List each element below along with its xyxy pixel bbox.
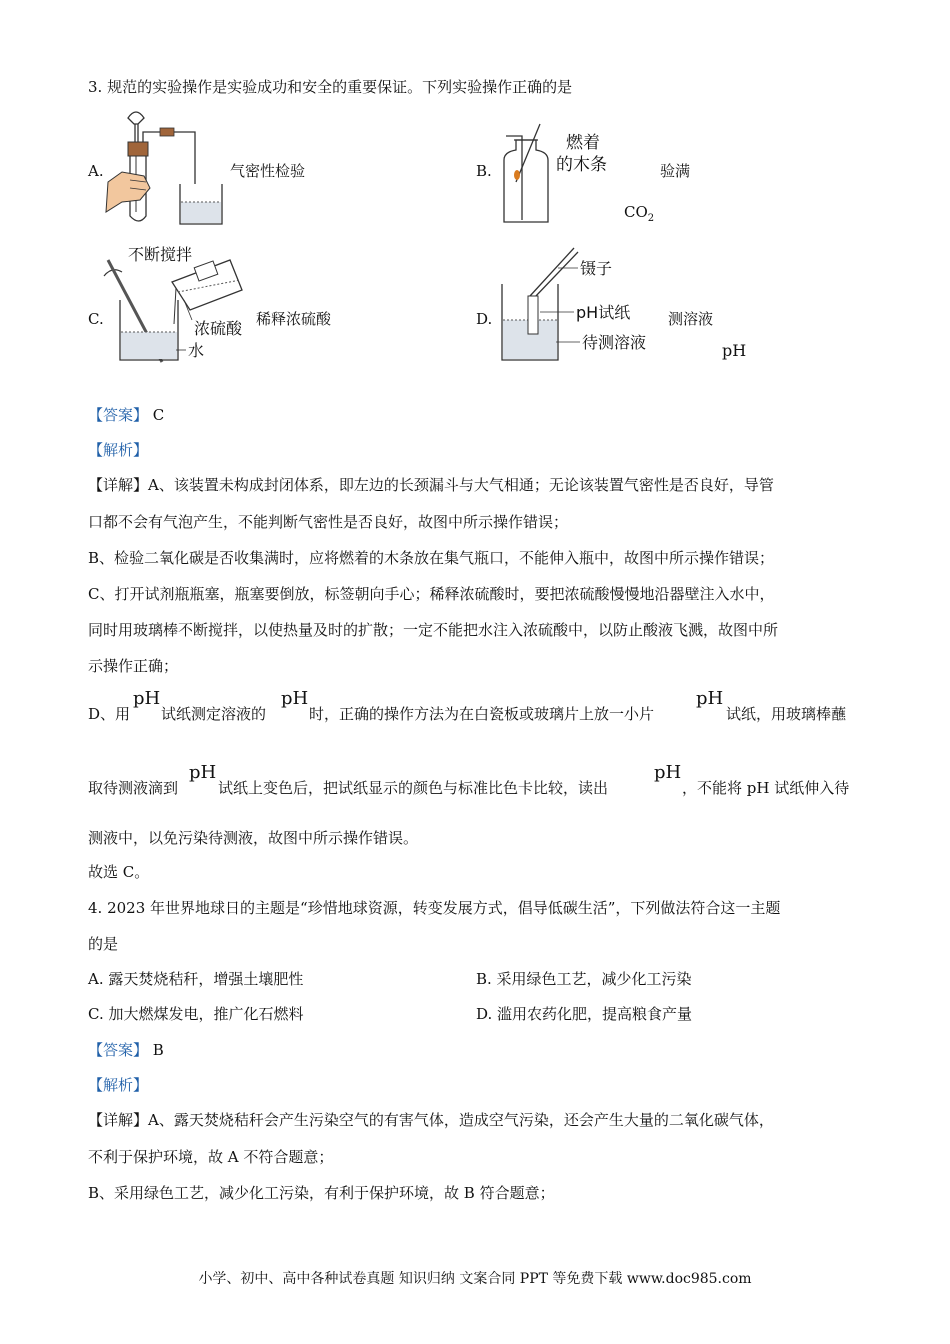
q3-detail-d-1a: D、用	[88, 705, 131, 723]
q4-option-d: D. 滥用农药化肥，提高粮食产量	[476, 1005, 693, 1023]
q3-detail-c-line2: 同时用玻璃棒不断搅拌，以使热量及时的扩散；一定不能把水注入浓硫酸中，以防止酸液飞溅，故图中所	[88, 621, 779, 639]
q3-detail-d-ph-1: pH	[133, 688, 161, 709]
q4-stem-line1: 4. 2023 年世界地球日的主题是“珍惜地球资源，转变发展方式，倡导低碳生活”，下列做法符合这一主题	[88, 899, 781, 917]
q3-detail-d-ph-4: pH	[189, 762, 217, 783]
q3-detail-d-2a: 取待测液滴到	[88, 779, 179, 797]
q3-detail-d-1b: 试纸测定溶液的	[161, 705, 267, 723]
q3-detail-a-text: A、该装置未构成封闭体系，即左边的长颈漏斗与大气相通；无论该装置气密性是否良好，导管	[148, 476, 774, 494]
q3-stem: 3. 规范的实验操作是实验成功和安全的重要保证。下列实验操作正确的是	[88, 78, 573, 96]
q3-answer-value: C	[152, 406, 165, 424]
q4-option-c: C. 加大燃煤发电，推广化石燃料	[88, 1005, 304, 1023]
q3-detail-d-ph-5: pH	[654, 762, 682, 783]
q4-answer	[88, 1040, 164, 1060]
q4-answer-value: B	[152, 1041, 164, 1059]
q3-option-d-caption: 测溶液	[668, 310, 714, 328]
q4-detail-a-text: A、露天焚烧秸秆会产生污染空气的有害气体，造成空气污染，还会产生大量的二氧化碳气体，	[148, 1111, 774, 1129]
q3-figure-b-label-burning: 燃着	[566, 133, 600, 153]
q4-answer-tag: 【答案】	[88, 1041, 149, 1059]
q4-option-b: B. 采用绿色工艺，减少化工污染	[476, 970, 692, 988]
q3-option-a-letter: A.	[88, 162, 104, 180]
q4-option-a: A. 露天焚烧秸秆，增强土壤肥性	[88, 970, 304, 988]
q3-option-c-caption: 稀释浓硫酸	[256, 310, 332, 328]
q4-detail-b: B、采用绿色工艺，减少化工污染，有利于保护环境，故 B 符合题意；	[88, 1184, 555, 1202]
q3-figure-c-label-acid: 浓硫酸	[194, 319, 243, 338]
q4-detail-tag: 【详解】	[88, 1111, 149, 1129]
q3-figure-c-dilute-acid	[100, 240, 250, 368]
q3-detail-d-ph-3: pH	[696, 688, 724, 709]
q3-option-d-ph: pH	[722, 341, 747, 360]
q3-option-b-caption: 验满	[660, 162, 691, 180]
q4-stem-line2: 的是	[88, 935, 119, 953]
q3-detail-a-line2: 口都不会有气泡产生，不能判断气密性是否良好，故图中所示操作错误；	[88, 513, 569, 531]
q3-detail-d-2c: ，不能将 pH 试纸伸入待	[682, 779, 850, 797]
q3-figure-c-label-stir: 不断搅拌	[128, 245, 193, 264]
q3-option-b-co2-subscript: 2	[647, 213, 655, 224]
q4-analysis-tag: 【解析】	[88, 1076, 149, 1094]
q3-option-c-letter: C.	[88, 310, 104, 328]
q3-detail-a-line1	[88, 475, 774, 495]
q3-figure-d-label-solution: 待测溶液	[582, 333, 647, 352]
q3-detail-c-line1: C、打开试剂瓶瓶塞，瓶塞要倒放，标签朝向手心；稀释浓硫酸时，要把浓硫酸慢慢地沿器壁注入水中，	[88, 585, 775, 603]
q3-option-b-co2	[624, 202, 654, 229]
q3-figure-c-label-water: 水	[188, 341, 205, 360]
q3-detail-d-1c: 时，正确的操作方法为在白瓷板或玻璃片上放一小片	[309, 705, 655, 723]
q3-conclusion: 故选 C。	[88, 863, 150, 881]
q4-detail-a-line2: 不利于保护环境，故 A 不符合题意；	[88, 1148, 334, 1166]
q3-detail-d-1d: 试纸，用玻璃棒蘸	[726, 705, 847, 723]
q3-analysis-tag: 【解析】	[88, 441, 149, 459]
q3-answer-tag: 【答案】	[88, 406, 149, 424]
q3-detail-d-ph-2: pH	[281, 688, 309, 709]
q3-detail-tag: 【详解】	[88, 476, 149, 494]
q3-figure-a-airtightness-check	[100, 104, 230, 228]
q3-detail-d-2b: 试纸上变色后，把试纸显示的颜色与标准比色卡比较，读出	[218, 779, 609, 797]
q3-figure-b-co2-full-check	[494, 120, 644, 230]
q4-detail-a-line1	[88, 1110, 774, 1130]
page-footer: 小学、初中、高中各种试卷真题 知识归纳 文案合同 PPT 等免费下载 www.doc985.com	[198, 1271, 752, 1287]
q3-answer	[88, 405, 164, 425]
q3-figure-d-label-paper: pH试纸	[576, 303, 631, 322]
q3-figure-d-ph-test	[494, 244, 674, 368]
q3-option-d-letter: D.	[476, 310, 493, 328]
q3-detail-b: B、检验二氧化碳是否收集满时，应将燃着的木条放在集气瓶口，不能伸入瓶中，故图中所示操作错误；	[88, 549, 775, 567]
q3-option-b-co2-base: CO	[624, 203, 648, 221]
q3-figure-d-label-tweezers: 镊子	[580, 259, 613, 278]
q3-figure-b-label-stick: 的木条	[556, 155, 607, 175]
q3-detail-d-line3: 测液中，以免污染待测液，故图中所示操作错误。	[88, 829, 419, 847]
q3-detail-c-line3: 示操作正确；	[88, 657, 179, 675]
q3-option-b-letter: B.	[476, 162, 492, 180]
q3-option-a-caption: 气密性检验	[230, 162, 306, 180]
